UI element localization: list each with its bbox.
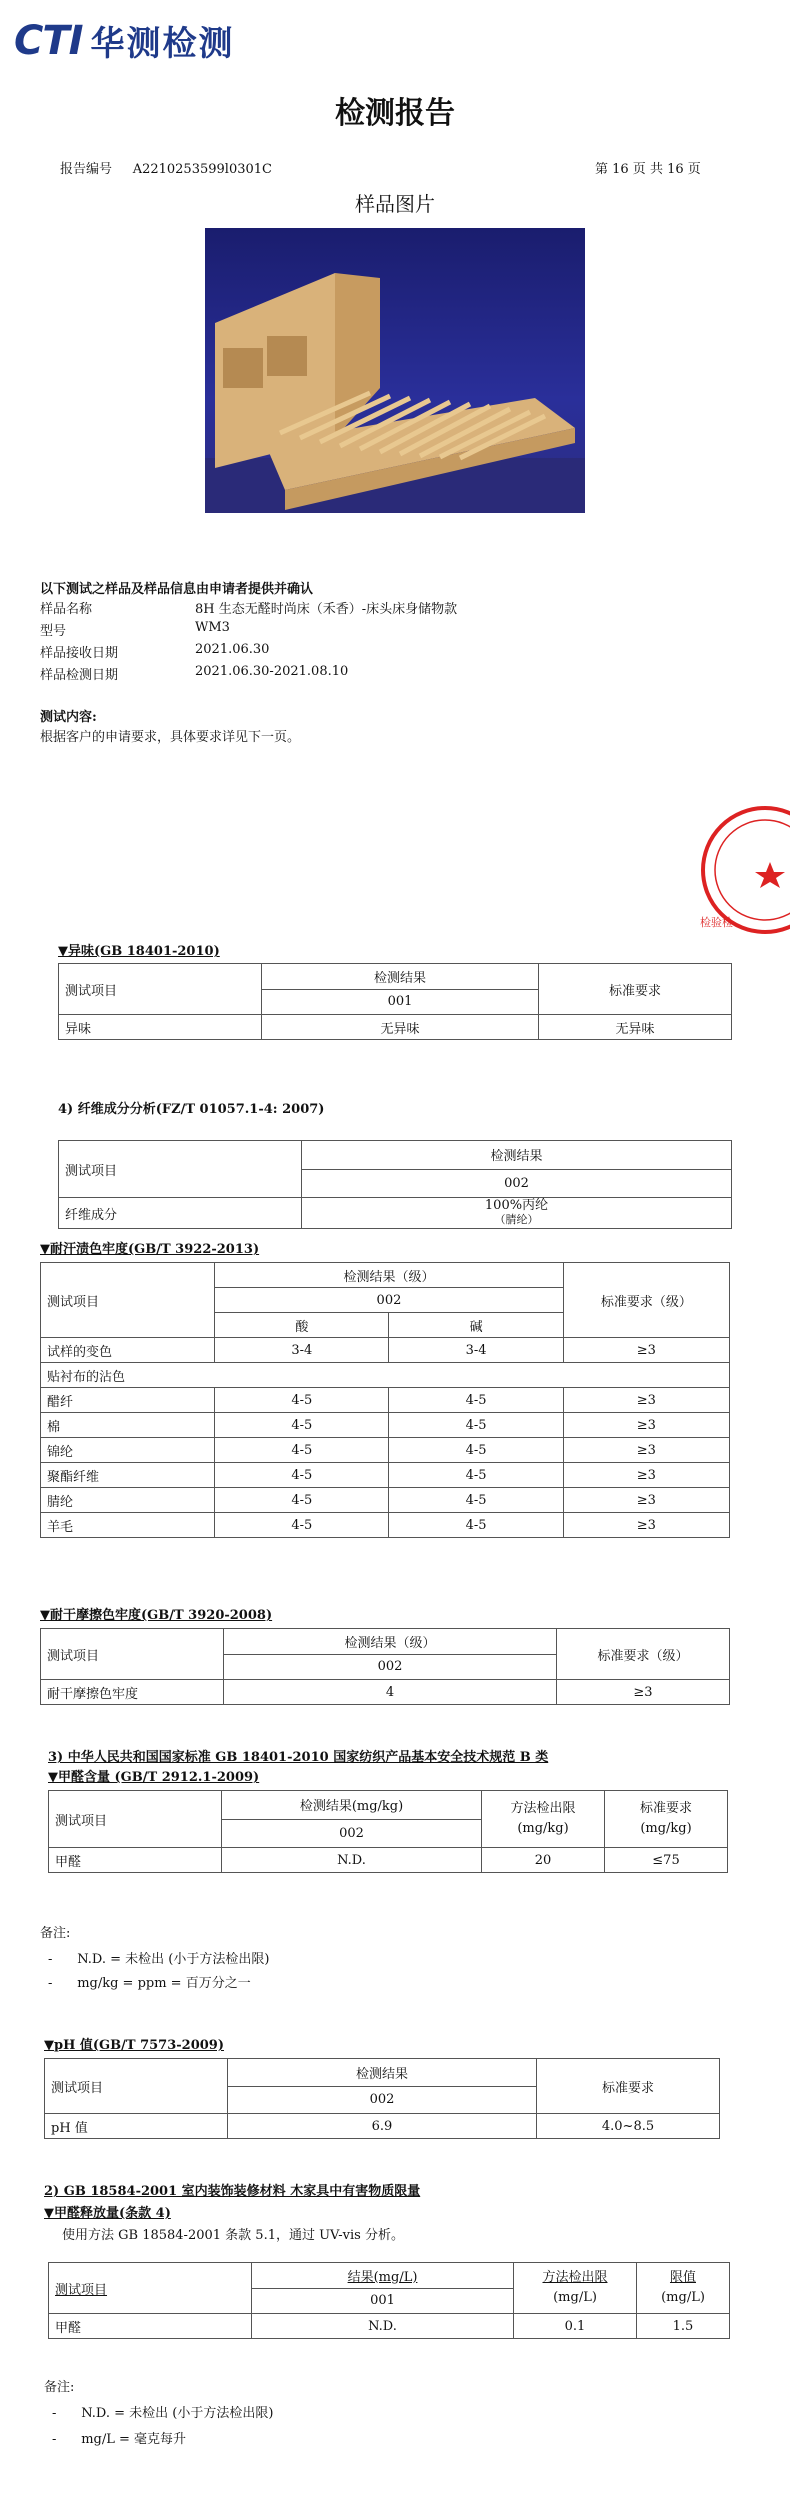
- rub-col-item: 测试项目: [41, 1629, 224, 1680]
- fiber-col-item: 测试项目: [59, 1141, 302, 1198]
- form-col-result: 检测结果(mg/kg): [222, 1791, 482, 1820]
- ph-col-item: 测试项目: [45, 2059, 228, 2114]
- notes2-label: 备注:: [44, 2380, 75, 2395]
- ph-table: [44, 2058, 720, 2139]
- company-logo: [14, 16, 235, 65]
- sweat-row-std: ≥3: [563, 1438, 729, 1463]
- sweat-row-item: 羊毛: [41, 1513, 215, 1538]
- fiber-table: [58, 1140, 732, 1229]
- gb-sample: 001: [252, 2288, 514, 2314]
- rub-col-result: 检测结果（级）: [224, 1629, 557, 1655]
- svg-text:检验检: 检验检: [700, 916, 733, 929]
- form-row-std: ≤75: [605, 1848, 728, 1873]
- gb18401-section-title: 3) 中华人民共和国国家标准 GB 18401-2010 国家纺织产品基本安全技术规范 B 类: [48, 1750, 549, 1765]
- notes1-label: 备注:: [40, 1926, 71, 1941]
- odor-table: [58, 963, 732, 1040]
- receive-date-value: 2021.06.30: [195, 642, 270, 657]
- form-row-result: N.D.: [222, 1848, 482, 1873]
- receive-date-label: 样品接收日期: [40, 646, 119, 661]
- odor-col-result: 检测结果: [262, 964, 539, 990]
- fiber-row-value: 100%丙纶 （腈纶）: [302, 1198, 732, 1229]
- report-title: 检测报告: [335, 96, 455, 131]
- sweat-row-alkali: 4-5: [389, 1413, 563, 1438]
- sample-info-heading: 以下测试之样品及样品信息由申请者提供并确认: [40, 582, 314, 597]
- rub-row-result: 4: [224, 1680, 557, 1705]
- notes2-item: - N.D. = 未检出 (小于方法检出限): [52, 2406, 274, 2421]
- sweat-row-acid: 4-5: [215, 1513, 389, 1538]
- sweat-section-title: ▼耐汗渍色牢度(GB/T 3922-2013): [40, 1242, 260, 1257]
- gb-row-item: 甲醛: [49, 2314, 252, 2339]
- rub-row-item: 耐干摩擦色牢度: [41, 1680, 224, 1705]
- sweat-row-alkali: 4-5: [389, 1463, 563, 1488]
- table-row: [41, 1680, 730, 1705]
- page-info: 第 16 页 共 16 页: [595, 162, 701, 177]
- odor-row-std: 无异味: [539, 1015, 732, 1040]
- sweat-row-acid: 4-5: [215, 1438, 389, 1463]
- sweat-row-item: 试样的变色: [41, 1338, 215, 1363]
- sweat-row-acid: 4-5: [215, 1413, 389, 1438]
- fiber-col-result: 检测结果: [302, 1141, 732, 1170]
- ph-row-result: 6.9: [228, 2114, 537, 2139]
- table-row: [45, 2114, 720, 2139]
- sweat-row-alkali: 4-5: [389, 1438, 563, 1463]
- sweat-row-acid: 4-5: [215, 1388, 389, 1413]
- sample-name-value: 8H 生态无醛时尚床（禾香）-床头床身储物款: [195, 602, 458, 617]
- model-label: 型号: [40, 624, 67, 639]
- form-row-item: 甲醛: [49, 1848, 222, 1873]
- gb-col-item: 测试项目: [49, 2263, 252, 2314]
- gb-row-result: N.D.: [252, 2314, 514, 2339]
- table-row: [41, 1463, 730, 1488]
- rub-section-title: ▼耐干摩擦色牢度(GB/T 3920-2008): [40, 1608, 273, 1623]
- form-col-std: 标准要求 (mg/kg): [605, 1791, 728, 1848]
- form-col-limit: 方法检出限 (mg/kg): [482, 1791, 605, 1848]
- sweat-col-result: 检测结果（级）: [215, 1263, 563, 1288]
- sweat-alkali-header: 碱: [389, 1313, 563, 1338]
- gb-row-std: 1.5: [637, 2314, 730, 2339]
- table-row: [41, 1338, 730, 1363]
- odor-col-item: 测试项目: [59, 964, 262, 1015]
- sample-photo: [205, 228, 585, 513]
- ph-col-std: 标准要求: [537, 2059, 720, 2114]
- sweat-row-item: 锦纶: [41, 1438, 215, 1463]
- fiber-section-title: 4) 纤维成分分析(FZ/T 01057.1-4: 2007): [58, 1102, 325, 1117]
- test-date-value: 2021.06.30-2021.08.10: [195, 664, 349, 679]
- test-content-heading: 测试内容:: [40, 710, 97, 725]
- sweat-row-std: ≥3: [563, 1513, 729, 1538]
- odor-section-title: ▼异味(GB 18401-2010): [58, 944, 220, 959]
- sample-photo-title: 样品图片: [355, 192, 435, 216]
- sweat-row-acid: 4-5: [215, 1463, 389, 1488]
- form-row-limit: 20: [482, 1848, 605, 1873]
- sweat-row-alkali: 4-5: [389, 1513, 563, 1538]
- table-row: [49, 2314, 730, 2339]
- formaldehyde-section-title: ▼甲醛含量 (GB/T 2912.1-2009): [48, 1770, 260, 1785]
- odor-row-result: 无异味: [262, 1015, 539, 1040]
- notes1-item: - mg/kg = ppm = 百万分之一: [48, 1976, 251, 1991]
- sweat-col-std: 标准要求（级）: [563, 1263, 729, 1338]
- sweat-table: [40, 1262, 730, 1538]
- sweat-row-std: ≥3: [563, 1388, 729, 1413]
- logo-chinese: 华测检测: [90, 24, 235, 64]
- model-value: WM3: [195, 620, 230, 635]
- gb18584-table: [48, 2262, 730, 2339]
- sweat-row-std: ≥3: [563, 1488, 729, 1513]
- notes2-item: - mg/L = 毫克每升: [52, 2432, 187, 2447]
- logo-text: CTI: [14, 17, 83, 64]
- form-col-item: 测试项目: [49, 1791, 222, 1848]
- gb-row-limit: 0.1: [514, 2314, 637, 2339]
- sweat-row-alkali: 4-5: [389, 1388, 563, 1413]
- table-row: [41, 1513, 730, 1538]
- test-content-text: 根据客户的申请要求，具体要求详见下一页。: [40, 730, 301, 745]
- ph-section-title: ▼pH 值(GB/T 7573-2009): [44, 2038, 224, 2053]
- sweat-row-alkali: 3-4: [389, 1338, 563, 1363]
- ph-row-std: 4.0~8.5: [537, 2114, 720, 2139]
- table-row: [49, 1848, 728, 1873]
- table-row: [41, 1488, 730, 1513]
- gb-col-std: 限值 (mg/L): [637, 2263, 730, 2314]
- gb18584-method: 使用方法 GB 18584-2001 条款 5.1，通过 UV-vis 分析。: [62, 2228, 404, 2243]
- odor-row-item: 异味: [59, 1015, 262, 1040]
- fiber-sample: 002: [302, 1169, 732, 1198]
- sweat-row-item: 贴衬布的沾色: [41, 1363, 730, 1388]
- sweat-row-alkali: 4-5: [389, 1488, 563, 1513]
- bed-illustration: [205, 228, 585, 513]
- seal-stamp: [690, 800, 790, 940]
- rub-sample: 002: [224, 1654, 557, 1680]
- gb18584-subtitle: ▼甲醛释放量(条款 4): [44, 2206, 171, 2221]
- table-row: [41, 1363, 730, 1388]
- sweat-row-std: ≥3: [563, 1413, 729, 1438]
- ph-col-result: 检测结果: [228, 2059, 537, 2087]
- gb-col-limit: 方法检出限 (mg/L): [514, 2263, 637, 2314]
- sweat-row-item: 醋纤: [41, 1388, 215, 1413]
- rub-table: [40, 1628, 730, 1705]
- sweat-row-item: 聚酯纤维: [41, 1463, 215, 1488]
- sweat-row-std: ≥3: [563, 1463, 729, 1488]
- form-sample: 002: [222, 1819, 482, 1848]
- sweat-row-item: 腈纶: [41, 1488, 215, 1513]
- sweat-row-acid: 3-4: [215, 1338, 389, 1363]
- ph-row-item: pH 值: [45, 2114, 228, 2139]
- fiber-row-item: 纤维成分: [59, 1198, 302, 1229]
- sweat-row-std: ≥3: [563, 1338, 729, 1363]
- sample-name-label: 样品名称: [40, 602, 93, 617]
- report-number: 报告编号 A2210253599l0301C: [60, 162, 272, 177]
- sweat-row-item: 棉: [41, 1413, 215, 1438]
- sweat-col-item: 测试项目: [41, 1263, 215, 1338]
- table-row: [41, 1438, 730, 1463]
- formaldehyde-table: [48, 1790, 728, 1873]
- sweat-acid-header: 酸: [215, 1313, 389, 1338]
- sweat-row-acid: 4-5: [215, 1488, 389, 1513]
- odor-sample: 001: [262, 989, 539, 1015]
- rub-col-std: 标准要求（级）: [557, 1629, 730, 1680]
- table-row: [41, 1388, 730, 1413]
- test-date-label: 样品检测日期: [40, 668, 119, 683]
- ph-sample: 002: [228, 2086, 537, 2114]
- odor-col-std: 标准要求: [539, 964, 732, 1015]
- gb18584-section-title: 2) GB 18584-2001 室内装饰装修材料 木家具中有害物质限量: [44, 2184, 421, 2199]
- notes1-item: - N.D. = 未检出 (小于方法检出限): [48, 1952, 270, 1967]
- sweat-sample: 002: [215, 1288, 563, 1313]
- table-row: [41, 1413, 730, 1438]
- gb-col-result: 结果(mg/L): [252, 2263, 514, 2289]
- rub-row-std: ≥3: [557, 1680, 730, 1705]
